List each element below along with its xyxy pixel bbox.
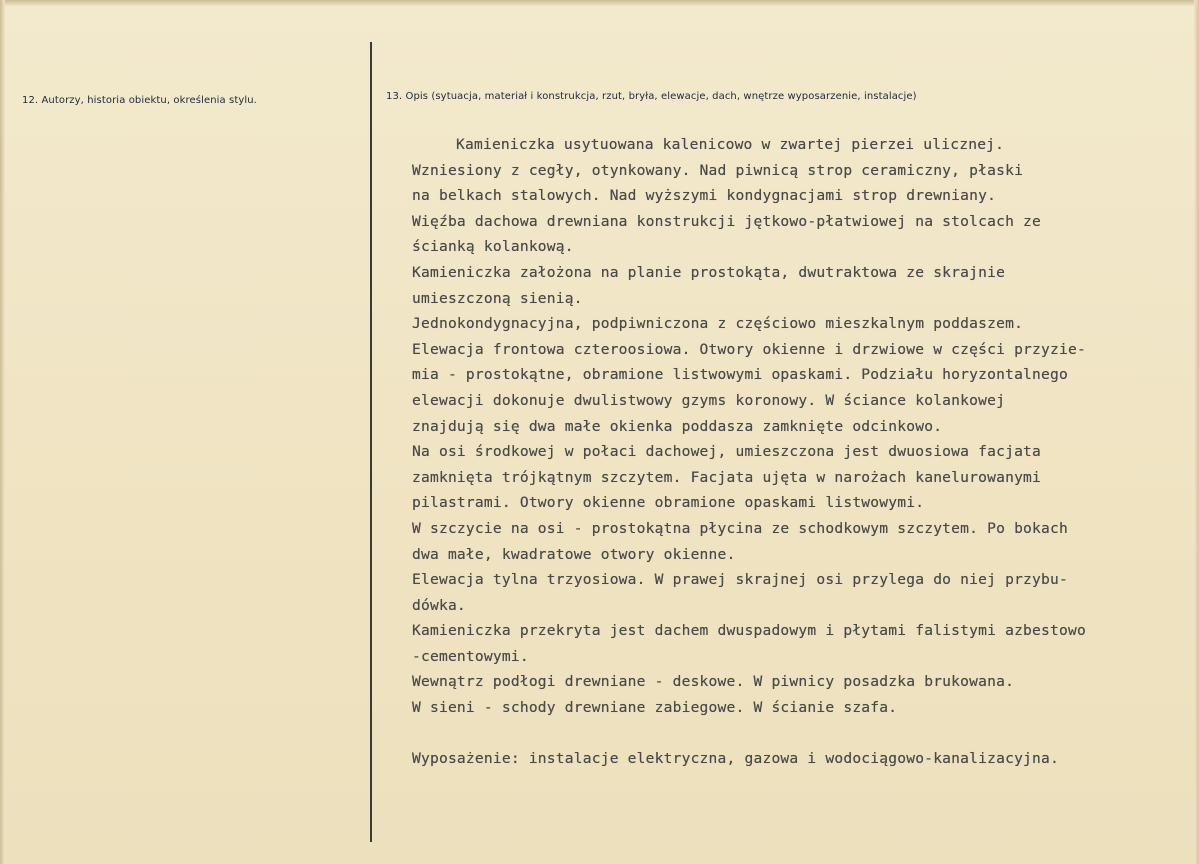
text-line: W sieni - schody drewniane zabiegowe. W ścianie szafa. xyxy=(412,699,898,717)
page-edge-left xyxy=(0,0,5,864)
text-line: na belkach stalowych. Nad wyższymi kondygnacjami strop drewniany. xyxy=(412,187,997,205)
section-12-header: 12. Autorzy, historia obiektu, określenia stylu. xyxy=(22,95,257,106)
text-line: Kamieniczka przekryta jest dachem dwuspadowym i płytami falistymi azbestowo xyxy=(412,622,1086,640)
text-line: zamknięta trójkątnym szczytem. Facjata ujęta w narożach kanelurowanymi xyxy=(412,468,1042,486)
text-line: dwa małe, kwadratowe otwory okienne. xyxy=(412,545,736,563)
text-line: znajdują się dwa małe okienka poddasza zamknięte odcinkowo. xyxy=(412,417,943,435)
text-line: Jednokondygnacyjna, podpiwniczona z częściowo mieszkalnym poddaszem. xyxy=(412,315,1024,333)
text-line: mia - prostokątne, obramione listwowymi opaskami. Podziału horyzontalnego xyxy=(412,366,1068,384)
text-line: umieszczoną sienią. xyxy=(412,289,583,307)
text-line: Więźba dachowa drewniana konstrukcji jętkowo-płatwiowej na stolcach ze xyxy=(412,212,1042,230)
text-line: Na osi środkowej w połaci dachowej, umieszczona jest dwuosiowa facjata xyxy=(412,443,1042,461)
text-line: Kamieniczka usytuowana kalenicowo w zwartej pierzei ulicznej. xyxy=(456,136,1005,153)
text-line: dówka. xyxy=(412,596,466,614)
description-text xyxy=(412,132,1192,771)
text-line: Elewacja tylna trzyosiowa. W prawej skrajnej osi przylega do niej przybu- xyxy=(412,571,1068,589)
text-line: ścianką kolankową. xyxy=(412,238,574,256)
equipment-line: Wyposażenie: instalacje elektryczna, gazowa i wodociągowo-kanalizacyjna. xyxy=(412,749,1060,767)
text-line: Elewacja frontowa czteroosiowa. Otwory okienne i drzwiowe w części przyzie- xyxy=(412,340,1086,358)
text-line: -cementowymi. xyxy=(412,647,529,665)
text-line: Wzniesiony z cegły, otynkowany. Nad piwnicą strop ceramiczny, płaski xyxy=(412,161,1024,179)
text-line: W szczycie na osi - prostokątna płycina ze schodkowym szczytem. Po bokach xyxy=(412,519,1068,537)
page-edge-top xyxy=(0,0,1199,6)
section-13-header: 13. Opis (sytuacja, materiał i konstrukcja, rzut, bryła, elewacje, dach, wnętrze wyposarzenie, instalacje) xyxy=(386,91,917,102)
text-line: Kamieniczka założona na planie prostokąta, dwutraktowa ze skrajnie xyxy=(412,263,1006,281)
text-line: Wewnątrz podłogi drewniane - deskowe. W piwnicy posadzka brukowana. xyxy=(412,673,1015,691)
page-edge-right xyxy=(1194,0,1199,864)
text-line: elewacji dokonuje dwulistwowy gzyms koronowy. W ściance kolankowej xyxy=(412,391,1006,409)
column-divider xyxy=(370,42,372,842)
text-line: pilastrami. Otwory okienne obramione opaskami listwowymi. xyxy=(412,494,925,512)
